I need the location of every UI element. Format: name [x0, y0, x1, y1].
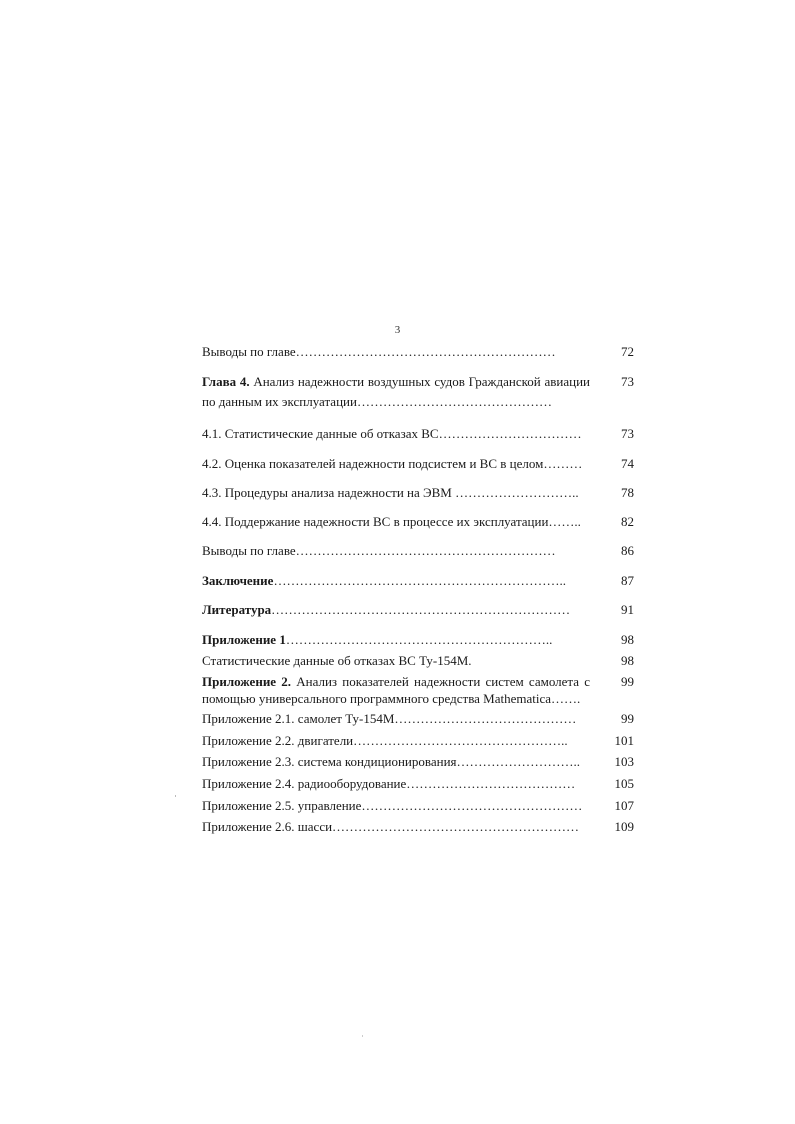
toc-entry-text: Приложение 2.6. шасси…………………………………………………	[202, 819, 580, 834]
toc-entry-prefix: Заключение	[202, 573, 274, 588]
toc-entry-prefix: Глава 4.	[202, 374, 250, 389]
toc-entry-page: 99	[621, 711, 634, 726]
toc-entry-text	[202, 631, 590, 648]
toc-entry-text: Приложение 2.3. система кондиционирования………………………..	[202, 754, 581, 769]
toc-entry-leader: ……………………………………………………..	[285, 632, 553, 647]
toc-entry-page: 73	[621, 374, 634, 389]
toc-entry-page: 87	[621, 573, 634, 588]
toc-entry-text: Приложение 2.2. двигатели…………………………………………..	[202, 733, 568, 748]
toc-entry-page: 74	[621, 456, 634, 471]
toc-entry-page: 99	[621, 674, 634, 689]
toc-entry-page: 98	[621, 653, 634, 668]
toc-entry-page: 78	[621, 485, 634, 500]
scan-artifact	[175, 795, 176, 797]
toc-entry-page: 82	[621, 514, 634, 529]
toc-entry-text: Выводы по главе……………………………………………………	[202, 543, 556, 558]
toc-entry-appendix-2	[202, 673, 634, 707]
toc-entry-text	[202, 571, 590, 591]
toc-entry-page: 107	[614, 798, 634, 813]
toc-entry-text: 4.2. Оценка показателей надежности подсистем и ВС в целом………	[202, 456, 583, 471]
toc-entry-text: Статистические данные об отказах ВС Ту-154М.	[202, 653, 472, 668]
toc-entry-page: 86	[621, 543, 634, 558]
toc-entry-chapter-4	[202, 372, 634, 412]
toc-entry-text: 4.4. Поддержание надежности ВС в процессе их эксплуатации……..	[202, 514, 581, 529]
toc-entry-text: 4.1. Статистические данные об отказах ВС……………………………	[202, 426, 582, 441]
toc-entry-page: 72	[621, 344, 634, 359]
toc-entry-page: 103	[614, 754, 634, 769]
toc-entry-page: 101	[614, 733, 634, 748]
toc-entry-leader: …………………………………………………………..	[273, 573, 566, 588]
toc-entry-title: Анализ надежности воздушных судов Гражданской авиации по данным их эксплуатации………………………………………	[202, 374, 590, 409]
toc-entry-text	[202, 673, 590, 707]
page-number: 3	[394, 324, 401, 336]
toc-entry-text: Приложение 2.1. самолет Ту-154М……………………………………	[202, 711, 577, 726]
toc-entry-text	[202, 372, 590, 412]
toc-entry-prefix: Литература	[202, 602, 272, 617]
toc-entry-text: Приложение 2.5. управление……………………………………………	[202, 798, 583, 813]
toc-entry-leader: ……………………………………………………………	[271, 602, 571, 617]
toc-entry-page: 105	[614, 776, 634, 791]
toc-entry-prefix: Приложение 2.	[202, 674, 292, 689]
toc-entry-page: 91	[621, 602, 634, 617]
toc-entry-title: Анализ показателей надежности систем самолета с помощью универсального программного средства Mathematica…….	[202, 674, 590, 706]
toc-entry-text: Приложение 2.4. радиооборудование…………………………………	[202, 776, 576, 791]
toc-entry-text: 4.3. Процедуры анализа надежности на ЭВМ ………………………..	[202, 485, 579, 500]
toc-entry-page: 73	[621, 426, 634, 441]
toc-entry-text: Выводы по главе……………………………………………………	[202, 344, 556, 359]
toc-entry-prefix: Приложение 1	[202, 632, 286, 647]
toc-entry-page: 98	[621, 632, 634, 647]
toc-entry-text	[202, 600, 590, 620]
toc-entry-page: 109	[614, 819, 634, 834]
scan-artifact	[362, 1035, 363, 1037]
